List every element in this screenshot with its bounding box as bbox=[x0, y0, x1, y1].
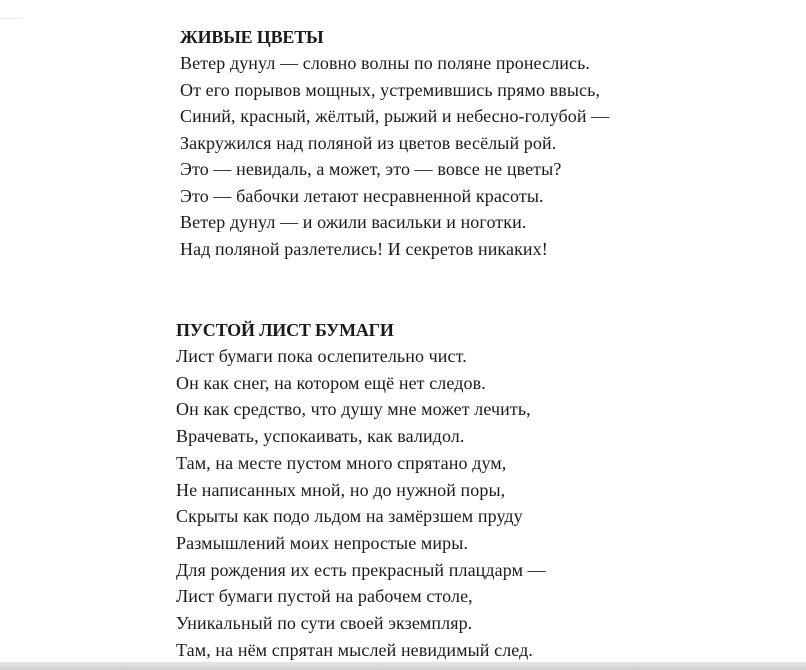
poem-line: Уникальный по сути своей экземпляр. bbox=[176, 613, 473, 634]
poem-line: Над поляной разлетелись! И секретов никаких! bbox=[180, 238, 548, 259]
poem-line: Там, на месте пустом много спрятано дум, bbox=[176, 452, 507, 473]
poem-line: Не написанных мной, но до нужной поры, bbox=[176, 479, 506, 500]
poem-line: Врачевать, успокаивать, как валидол. bbox=[176, 426, 465, 447]
poem-pustoy-list-bumagi bbox=[176, 317, 546, 663]
poem-line: От его порывов мощных, устремившись прямо ввысь, bbox=[180, 79, 601, 100]
poem-title: ЖИВЫЕ ЦВЕТЫ bbox=[180, 27, 324, 47]
poem-line: Это — невидаль, а может, это — вовсе не цветы? bbox=[180, 159, 562, 179]
poem-line: Он как средство, что душу мне может лечить, bbox=[176, 399, 531, 420]
page-edge-divider bbox=[0, 18, 22, 19]
poem-line: Ветер дунул — словно волны по поляне пронеслись. bbox=[180, 53, 591, 73]
poem-line: Для рождения их есть прекрасный плацдарм — bbox=[176, 559, 546, 580]
poem-line: Там, на нём спрятан мыслей невидимый след. bbox=[176, 639, 533, 660]
poem-body bbox=[180, 50, 609, 262]
poem-line: Ветер дунул — и ожили васильки и ноготки. bbox=[180, 212, 527, 232]
poem-line: Он как снег, на котором ещё нет следов. bbox=[176, 372, 486, 393]
poem-line: Это — бабочки летают несравненной красоты. bbox=[180, 185, 544, 206]
poem-body bbox=[176, 343, 546, 663]
poem-title: ПУСТОЙ ЛИСТ БУМАГИ bbox=[176, 320, 394, 340]
poem-line: Синий, красный, жёлтый, рыжий и небесно-голубой — bbox=[180, 106, 610, 126]
poem-line: Размышлений моих непростые миры. bbox=[176, 532, 469, 553]
horizontal-scrollbar[interactable] bbox=[0, 662, 806, 670]
poem-zhivye-tsvety bbox=[180, 24, 609, 262]
poem-line: Закружился над поляной из цветов весёлый рой. bbox=[180, 132, 557, 153]
poem-line: Скрыты как подо льдом на замёрзшем пруду bbox=[176, 506, 523, 527]
poem-line: Лист бумаги пока ослепительно чист. bbox=[176, 346, 467, 366]
poem-line: Лист бумаги пустой на рабочем столе, bbox=[176, 586, 473, 607]
